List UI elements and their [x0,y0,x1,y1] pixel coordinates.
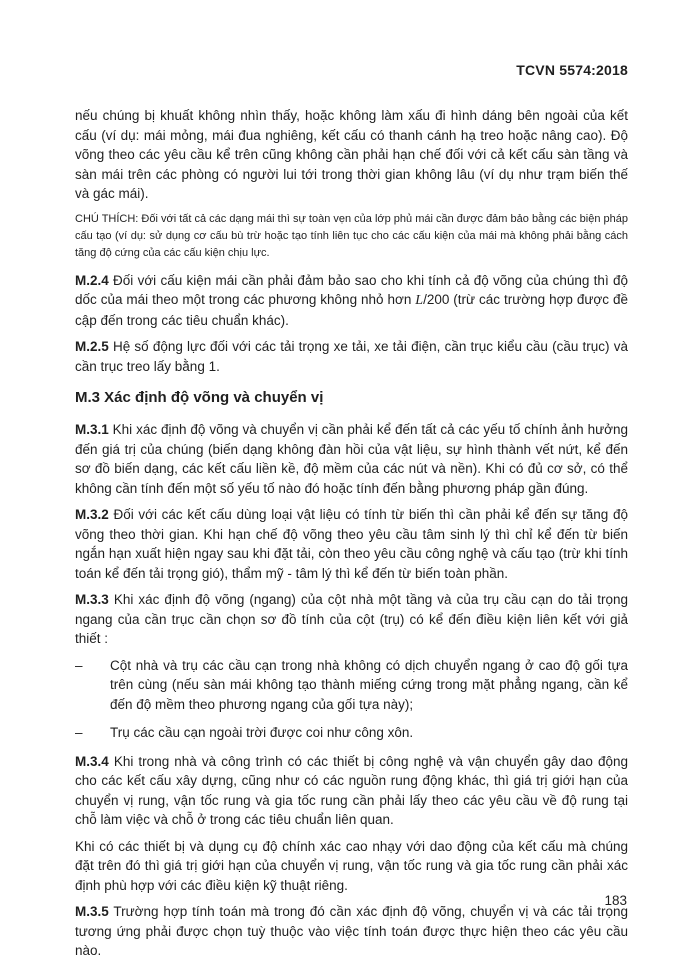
dash-bullet-icon: – [75,657,83,673]
clause-m2-5 [75,337,628,376]
clause-m3-1-text: Khi xác định độ võng và chuyển vị cần phải kể đến tất cả các yếu tố chính ảnh hưởng đến giá trị của chúng (biến dạng không đàn hồi của vật liệu, sự hình thành vết nứt, kể đến sơ đồ biến dạng, các kết cấu liền kề, độ mềm của các nút và nền). Khi có đủ cơ sở, có thể không cần tính đến một số yếu tố nào đó hoặc tính đến bằng phương pháp gần đúng. [75,422,628,496]
clause-m3-5-text: Trường hợp tính toán mà trong đó cần xác định độ võng, chuyển vị và các tải trọng tương ứng phải được chọn tuỳ thuộc vào việc tính toán được thực hiện theo các yêu cầu nào. [75,904,628,958]
clause-m3-3-text: Khi xác định độ võng (ngang) của cột nhà một tầng và của trụ cầu cạn do tải trọng ngang của cần trục cần chọn sơ đồ tính của cột (trụ) có kể đến điều kiện liên kết với giả thiết : [75,592,628,646]
section-heading-m3: M.3 Xác định độ võng và chuyển vị [75,389,324,406]
paragraph-precision-devices: Khi có các thiết bị và dụng cụ độ chính xác cao nhạy với dao động của kết cấu mà chúng đặt trên đó thì giá trị giới hạn của chuyển vị rung, vận tốc rung và gia tốc rung cần phải xác định phù hợp với các điều kiện kỹ thuật riêng. [75,838,628,893]
list-item [75,656,628,715]
clause-m3-2 [75,505,628,583]
list-item [75,723,628,743]
clause-m3-4 [75,752,628,830]
clause-m3-3 [75,590,628,649]
assumption-list [75,656,628,743]
clause-m3-4-text: Khi trong nhà và công trình có các thiết bị công nghệ và vận chuyển gây dao động cho các kết cấu xây dựng, cũng như có các nguồn rung động khác, thì giá trị giới hạn của chuyển vị rung, vận tốc rung và gia tốc rung cần phải lấy theo các yêu cầu về độ rung tại chỗ làm việc và chỗ ở trong các tiêu chuẩn liên quan. [75,753,628,827]
clause-m2-4-text-after: /200 (trừ các trường hợp được đề cập đến trong các tiêu chuẩn khác). [75,292,628,328]
clause-m3-5 [75,902,628,960]
paragraph-intro-continuation: nếu chúng bị khuất không nhìn thấy, hoặc không làm xấu đi hình dáng bên ngoài của kết cấu (ví dụ: mái mỏng, mái đua nghiêng, kết cấu có thanh cánh hạ treo hoặc nâng cao). Độ võng theo các yêu cầu kể trên cũng không cần phải hạn chế đối với cả kết cấu sàn tầng và sàn mái trên các phòng có người lui tới trong thời gian không lâu (ví dụ như trạm biến thế và gác mái). [75,108,628,201]
clause-m3-3-label: M.3.3 [75,592,109,607]
clause-m3-5-label: M.3.5 [75,904,109,919]
clause-m3-1 [75,420,628,498]
clause-m3-1-label: M.3.1 [75,422,109,437]
list-item-text: Cột nhà và trụ các cầu cạn trong nhà không có dịch chuyển ngang ở cao độ gối tựa trên cùng (nếu sàn mái không tạo thành miếng cứng trong mặt phẳng ngang, cần kể đến độ mềm theo phương ngang của gối tựa này); [110,657,628,712]
page-number: 183 [604,893,627,908]
clause-m2-5-label: M.2.5 [75,339,109,354]
clause-m2-5-text: Hệ số động lực đối với các tải trọng xe tải, xe tải điện, cần trục kiểu cầu (cầu trục) và cần trục treo lấy bằng 1. [75,339,628,374]
clause-m3-2-label: M.3.2 [75,507,109,522]
note-paragraph: CHÚ THÍCH: Đối với tất cả các dạng mái thì sự toàn vẹn của lớp phủ mái cần được đảm bảo bằng các biện pháp cấu tạo (ví dụ: sử dụng cơ cấu bù trừ hoặc tạo tính liên tục cho các cấu kiện của mái mà không phải bằng cách tăng độ cứng của các cấu kiện chịu lực. [75,212,628,259]
list-item-text: Trụ các cầu cạn ngoài trời được coi như công xôn. [110,725,414,740]
standard-code-header: TCVN 5574:2018 [516,62,628,78]
clause-m3-2-text: Đối với các kết cấu dùng loại vật liệu có tính từ biến thì cần phải kể đến sự tăng độ võng theo thời gian. Khi hạn chế độ võng theo yêu cầu tâm sinh lý thì chỉ kể đến từ biến ngắn hạn xuất hiện ngay sau khi đặt tải, còn theo yêu cầu công nghệ và cấu tạo (trừ khi tính toán kể đến tải trọng gió), thẩm mỹ - tâm lý thì kể đến từ biến toàn phần. [75,507,628,581]
dash-bullet-icon: – [75,725,83,740]
formula-variable-L: L [415,293,424,308]
clause-m2-4 [75,271,628,331]
clause-m2-4-label: M.2.4 [75,272,109,288]
clause-m3-4-label: M.3.4 [75,753,109,769]
clause-m2-4-text-before: Đối với cấu kiện mái cần phải đảm bảo sao cho khi tính cả độ võng của chúng thì độ dốc của mái theo một trong các phương không nhỏ hơn [75,272,628,307]
